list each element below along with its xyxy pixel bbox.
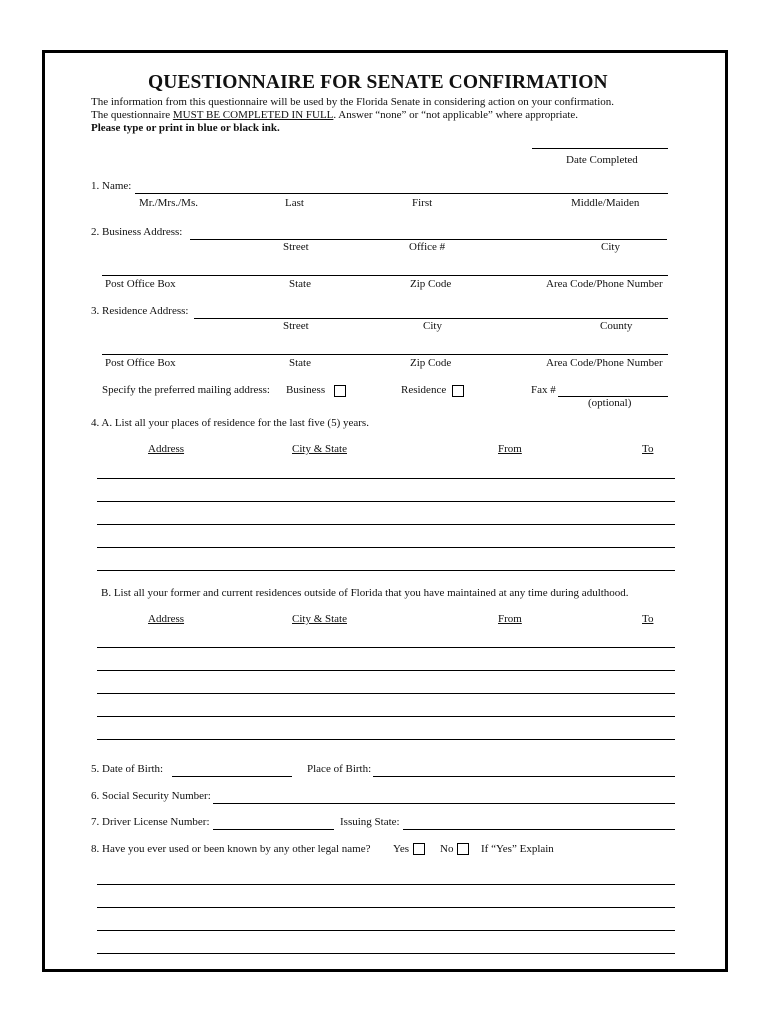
- residence-address-line-2[interactable]: [102, 354, 668, 355]
- q7-label: 7. Driver License Number:: [91, 816, 210, 828]
- place-of-birth-field[interactable]: [373, 776, 675, 777]
- ssn-field[interactable]: [213, 803, 675, 804]
- q2-sub-state: State: [289, 278, 311, 290]
- q8-no-checkbox[interactable]: [457, 843, 469, 855]
- q4b-col-from: From: [498, 613, 522, 625]
- q1-sub-last: Last: [285, 197, 304, 209]
- business-option-label: Business: [286, 384, 326, 396]
- q4a-col-from: From: [498, 443, 522, 455]
- q4a-entry-line[interactable]: [97, 570, 675, 571]
- q3-sub-street: Street: [283, 320, 309, 332]
- residence-option-label: Residence: [401, 384, 447, 396]
- q4a-col-city-state: City & State: [292, 443, 347, 455]
- q4b-col-city-state: City & State: [292, 613, 347, 625]
- q4b-entry-line[interactable]: [97, 739, 675, 740]
- q2-sub-street: Street: [283, 241, 309, 253]
- date-of-birth-field[interactable]: [172, 776, 292, 777]
- q3-label: 3. Residence Address:: [91, 305, 189, 317]
- business-checkbox[interactable]: [334, 385, 346, 397]
- intro-line-2: [91, 109, 578, 121]
- q8-yes-checkbox[interactable]: [413, 843, 425, 855]
- q4b-entry-line[interactable]: [97, 670, 675, 671]
- page-title: QUESTIONNAIRE FOR SENATE CONFIRMATION: [148, 72, 608, 93]
- date-completed-label: Date Completed: [566, 154, 638, 166]
- q5-label: 5. Date of Birth:: [91, 763, 164, 775]
- form-border: [42, 50, 728, 972]
- mailing-address-label: Specify the preferred mailing address:: [102, 384, 270, 396]
- q4a-entry-line[interactable]: [97, 478, 675, 479]
- q4b-label: B. List all your former and current residences outside of Florida that you have maintained at any time during adulthood.: [101, 587, 629, 599]
- residence-address-line-1[interactable]: [194, 318, 668, 319]
- q2-sub-office: Office #: [409, 241, 446, 253]
- residence-checkbox[interactable]: [452, 385, 464, 397]
- q8-explain-line[interactable]: [97, 907, 675, 908]
- intro-line-2-pre: The questionnaire: [91, 109, 173, 121]
- place-of-birth-label: Place of Birth:: [307, 763, 372, 775]
- driver-license-field[interactable]: [213, 829, 334, 830]
- q4a-entry-line[interactable]: [97, 547, 675, 548]
- q2-label: 2. Business Address:: [91, 226, 183, 238]
- intro-line-3: Please type or print in blue or black ink.: [91, 122, 280, 134]
- fax-label: Fax #: [531, 384, 556, 396]
- q2-sub-city: City: [601, 241, 620, 253]
- q1-label: 1. Name:: [91, 180, 132, 192]
- q1-sub-first: First: [412, 197, 433, 209]
- fax-optional-label: (optional): [588, 397, 632, 409]
- q8-label: 8. Have you ever used or been known by any other legal name?: [91, 843, 371, 855]
- q8-explain-line[interactable]: [97, 953, 675, 954]
- intro-line-2-emphasis: MUST BE COMPLETED IN FULL: [172, 109, 334, 121]
- q4a-col-to: To: [642, 443, 654, 455]
- business-address-line-2[interactable]: [102, 275, 668, 276]
- q4b-entry-line[interactable]: [97, 693, 675, 694]
- q3-sub-phone: Area Code/Phone Number: [546, 357, 663, 369]
- q1-sub-middle: Middle/Maiden: [571, 197, 640, 209]
- date-completed-field[interactable]: [532, 148, 668, 149]
- q8-yes-label: Yes: [393, 843, 410, 855]
- q6-label: 6. Social Security Number:: [91, 790, 211, 802]
- q3-sub-state: State: [289, 357, 311, 369]
- q8-explain-line[interactable]: [97, 930, 675, 931]
- q1-sub-title: Mr./Mrs./Ms.: [139, 197, 198, 209]
- q8-explain-line[interactable]: [97, 884, 675, 885]
- q2-sub-zip: Zip Code: [410, 278, 452, 290]
- q3-sub-pobox: Post Office Box: [105, 357, 176, 369]
- q4b-entry-line[interactable]: [97, 647, 675, 648]
- q3-sub-city: City: [423, 320, 442, 332]
- q4b-col-to: To: [642, 613, 654, 625]
- q2-sub-pobox: Post Office Box: [105, 278, 176, 290]
- q3-sub-county: County: [600, 320, 633, 332]
- q4a-entry-line[interactable]: [97, 524, 675, 525]
- q4b-entry-line[interactable]: [97, 716, 675, 717]
- q8-no-label: No: [440, 843, 454, 855]
- intro-line-1: The information from this questionnaire will be used by the Florida Senate in considering action on your confirmation.: [91, 96, 614, 108]
- name-field[interactable]: [135, 193, 668, 194]
- q8-explain-label: If “Yes” Explain: [481, 843, 554, 855]
- intro-line-2-post: . Answer “none” or “not applicable” where appropriate.: [333, 109, 579, 121]
- business-address-line-1[interactable]: [190, 239, 667, 240]
- q4b-col-address: Address: [148, 613, 185, 625]
- q4a-col-address: Address: [148, 443, 185, 455]
- q4a-label: 4. A. List all your places of residence for the last five (5) years.: [91, 417, 369, 429]
- q4a-entry-line[interactable]: [97, 501, 675, 502]
- q2-sub-phone: Area Code/Phone Number: [546, 278, 663, 290]
- issuing-state-field[interactable]: [403, 829, 675, 830]
- q3-sub-zip: Zip Code: [410, 357, 452, 369]
- issuing-state-label: Issuing State:: [340, 816, 400, 828]
